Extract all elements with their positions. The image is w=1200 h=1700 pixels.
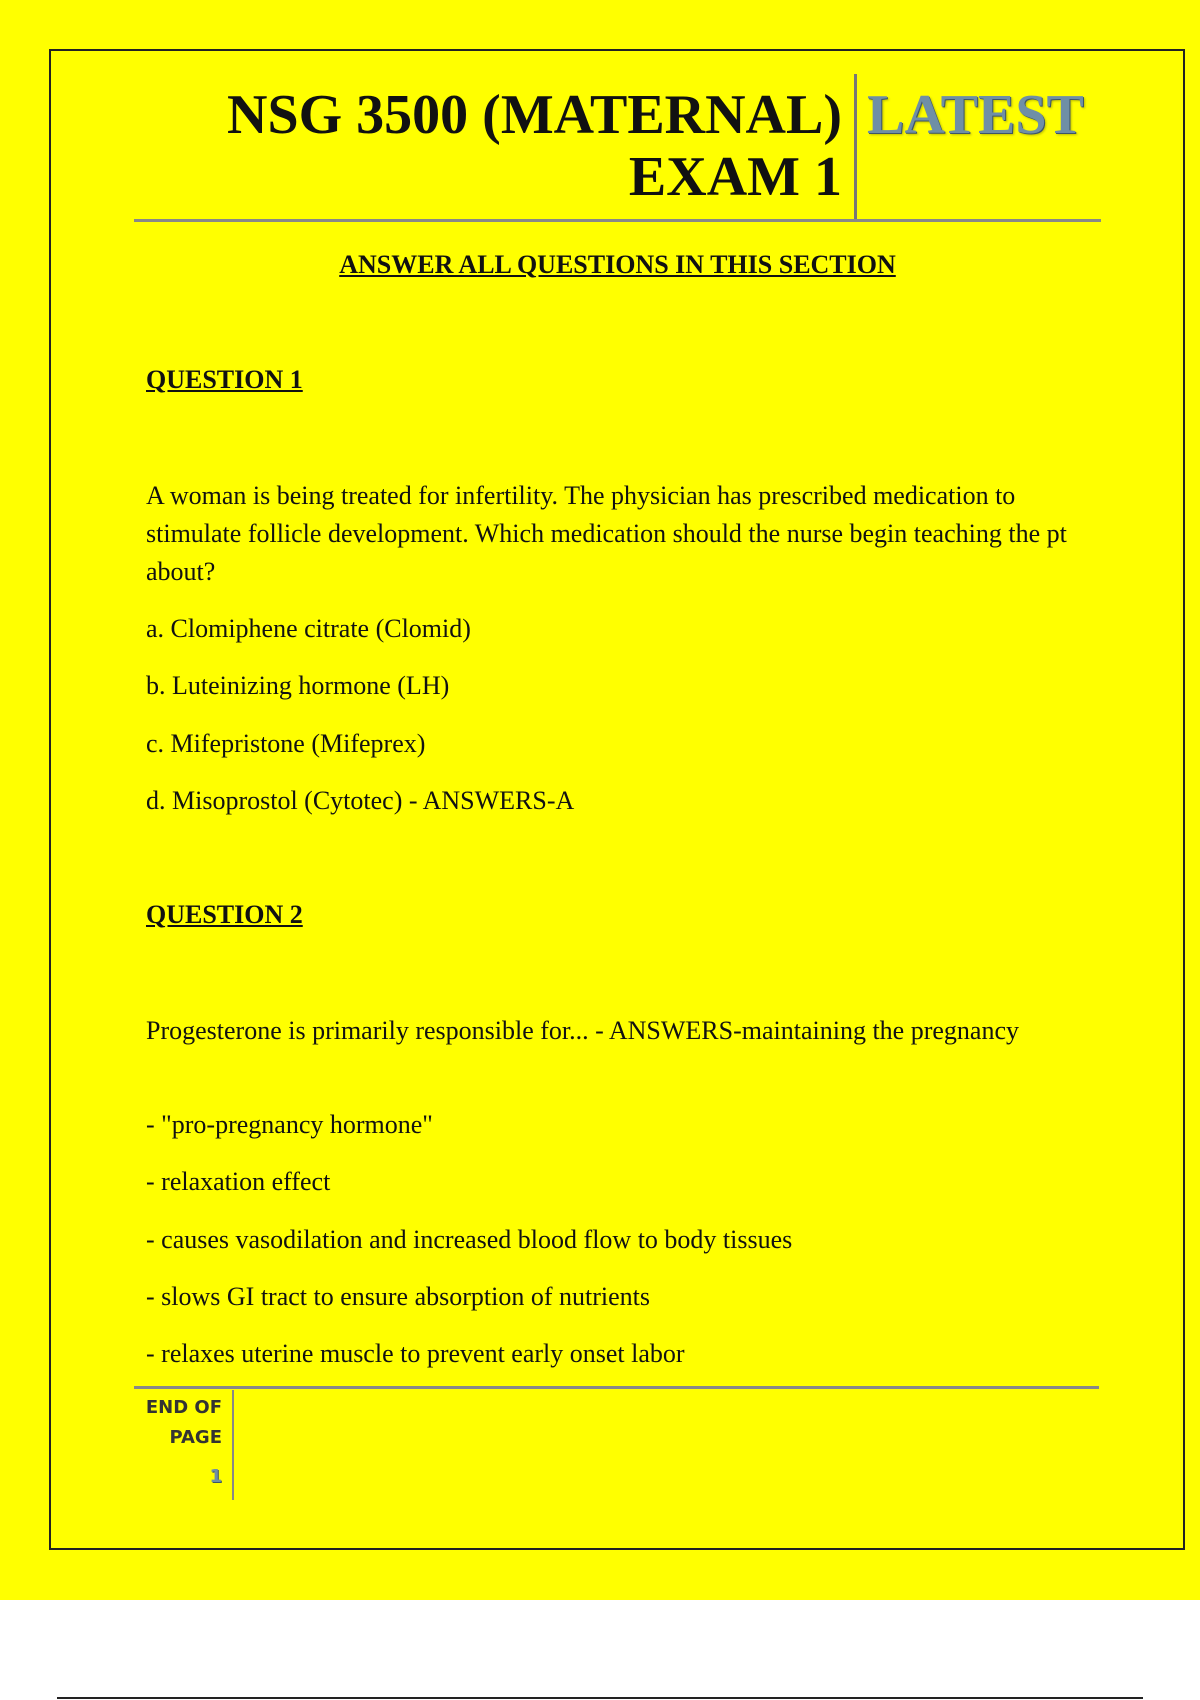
question-1-option-b: b. Luteinizing hormone (LH)	[146, 671, 450, 700]
question-2-point-5: - relaxes uterine muscle to prevent early onset labor	[146, 1339, 685, 1368]
question-2-heading: QUESTION 2	[146, 900, 303, 929]
end-of-page-label	[146, 1393, 222, 1453]
section-instruction: ANSWER ALL QUESTIONS IN THIS SECTION	[339, 250, 896, 279]
question-1-option-a: a. Clomiphene citrate (Clomid)	[146, 614, 471, 643]
document-header	[134, 74, 1100, 220]
question-1-option-d: d. Misoprostol (Cytotec) - ANSWERS-A	[146, 786, 575, 815]
title-accent: LATEST	[867, 84, 1084, 146]
title-line-2: EXAM 1	[628, 146, 842, 208]
document-title	[227, 84, 842, 208]
question-1-option-c: c. Mifepristone (Mifeprex)	[146, 729, 426, 758]
header-rule	[134, 219, 1101, 222]
question-2-point-1: - "pro-pregnancy hormone"	[146, 1110, 433, 1139]
title-line-1: NSG 3500 (MATERNAL)	[227, 84, 842, 146]
footer-rule	[134, 1386, 1099, 1389]
end-of-page-line-1: END OF	[145, 1397, 222, 1418]
title-divider	[854, 74, 857, 220]
question-1-heading: QUESTION 1	[146, 365, 303, 394]
question-1-text: A woman is being treated for infertility. The physician has prescribed medication to stimulate follicle development. Which medication should the nurse begin teaching the pt about?	[146, 481, 1067, 586]
question-2-point-3: - causes vasodilation and increased blood flow to body tissues	[146, 1225, 793, 1254]
question-2-point-2: - relaxation effect	[146, 1167, 331, 1196]
page-number: 1	[209, 1466, 222, 1487]
end-of-page-line-2: PAGE	[169, 1427, 222, 1448]
question-2-text: Progesterone is primarily responsible for... - ANSWERS-maintaining the pregnancy	[146, 1016, 1019, 1045]
bottom-rule	[57, 1697, 1143, 1699]
footer-divider	[232, 1390, 234, 1500]
question-2-point-4: - slows GI tract to ensure absorption of nutrients	[146, 1282, 651, 1311]
